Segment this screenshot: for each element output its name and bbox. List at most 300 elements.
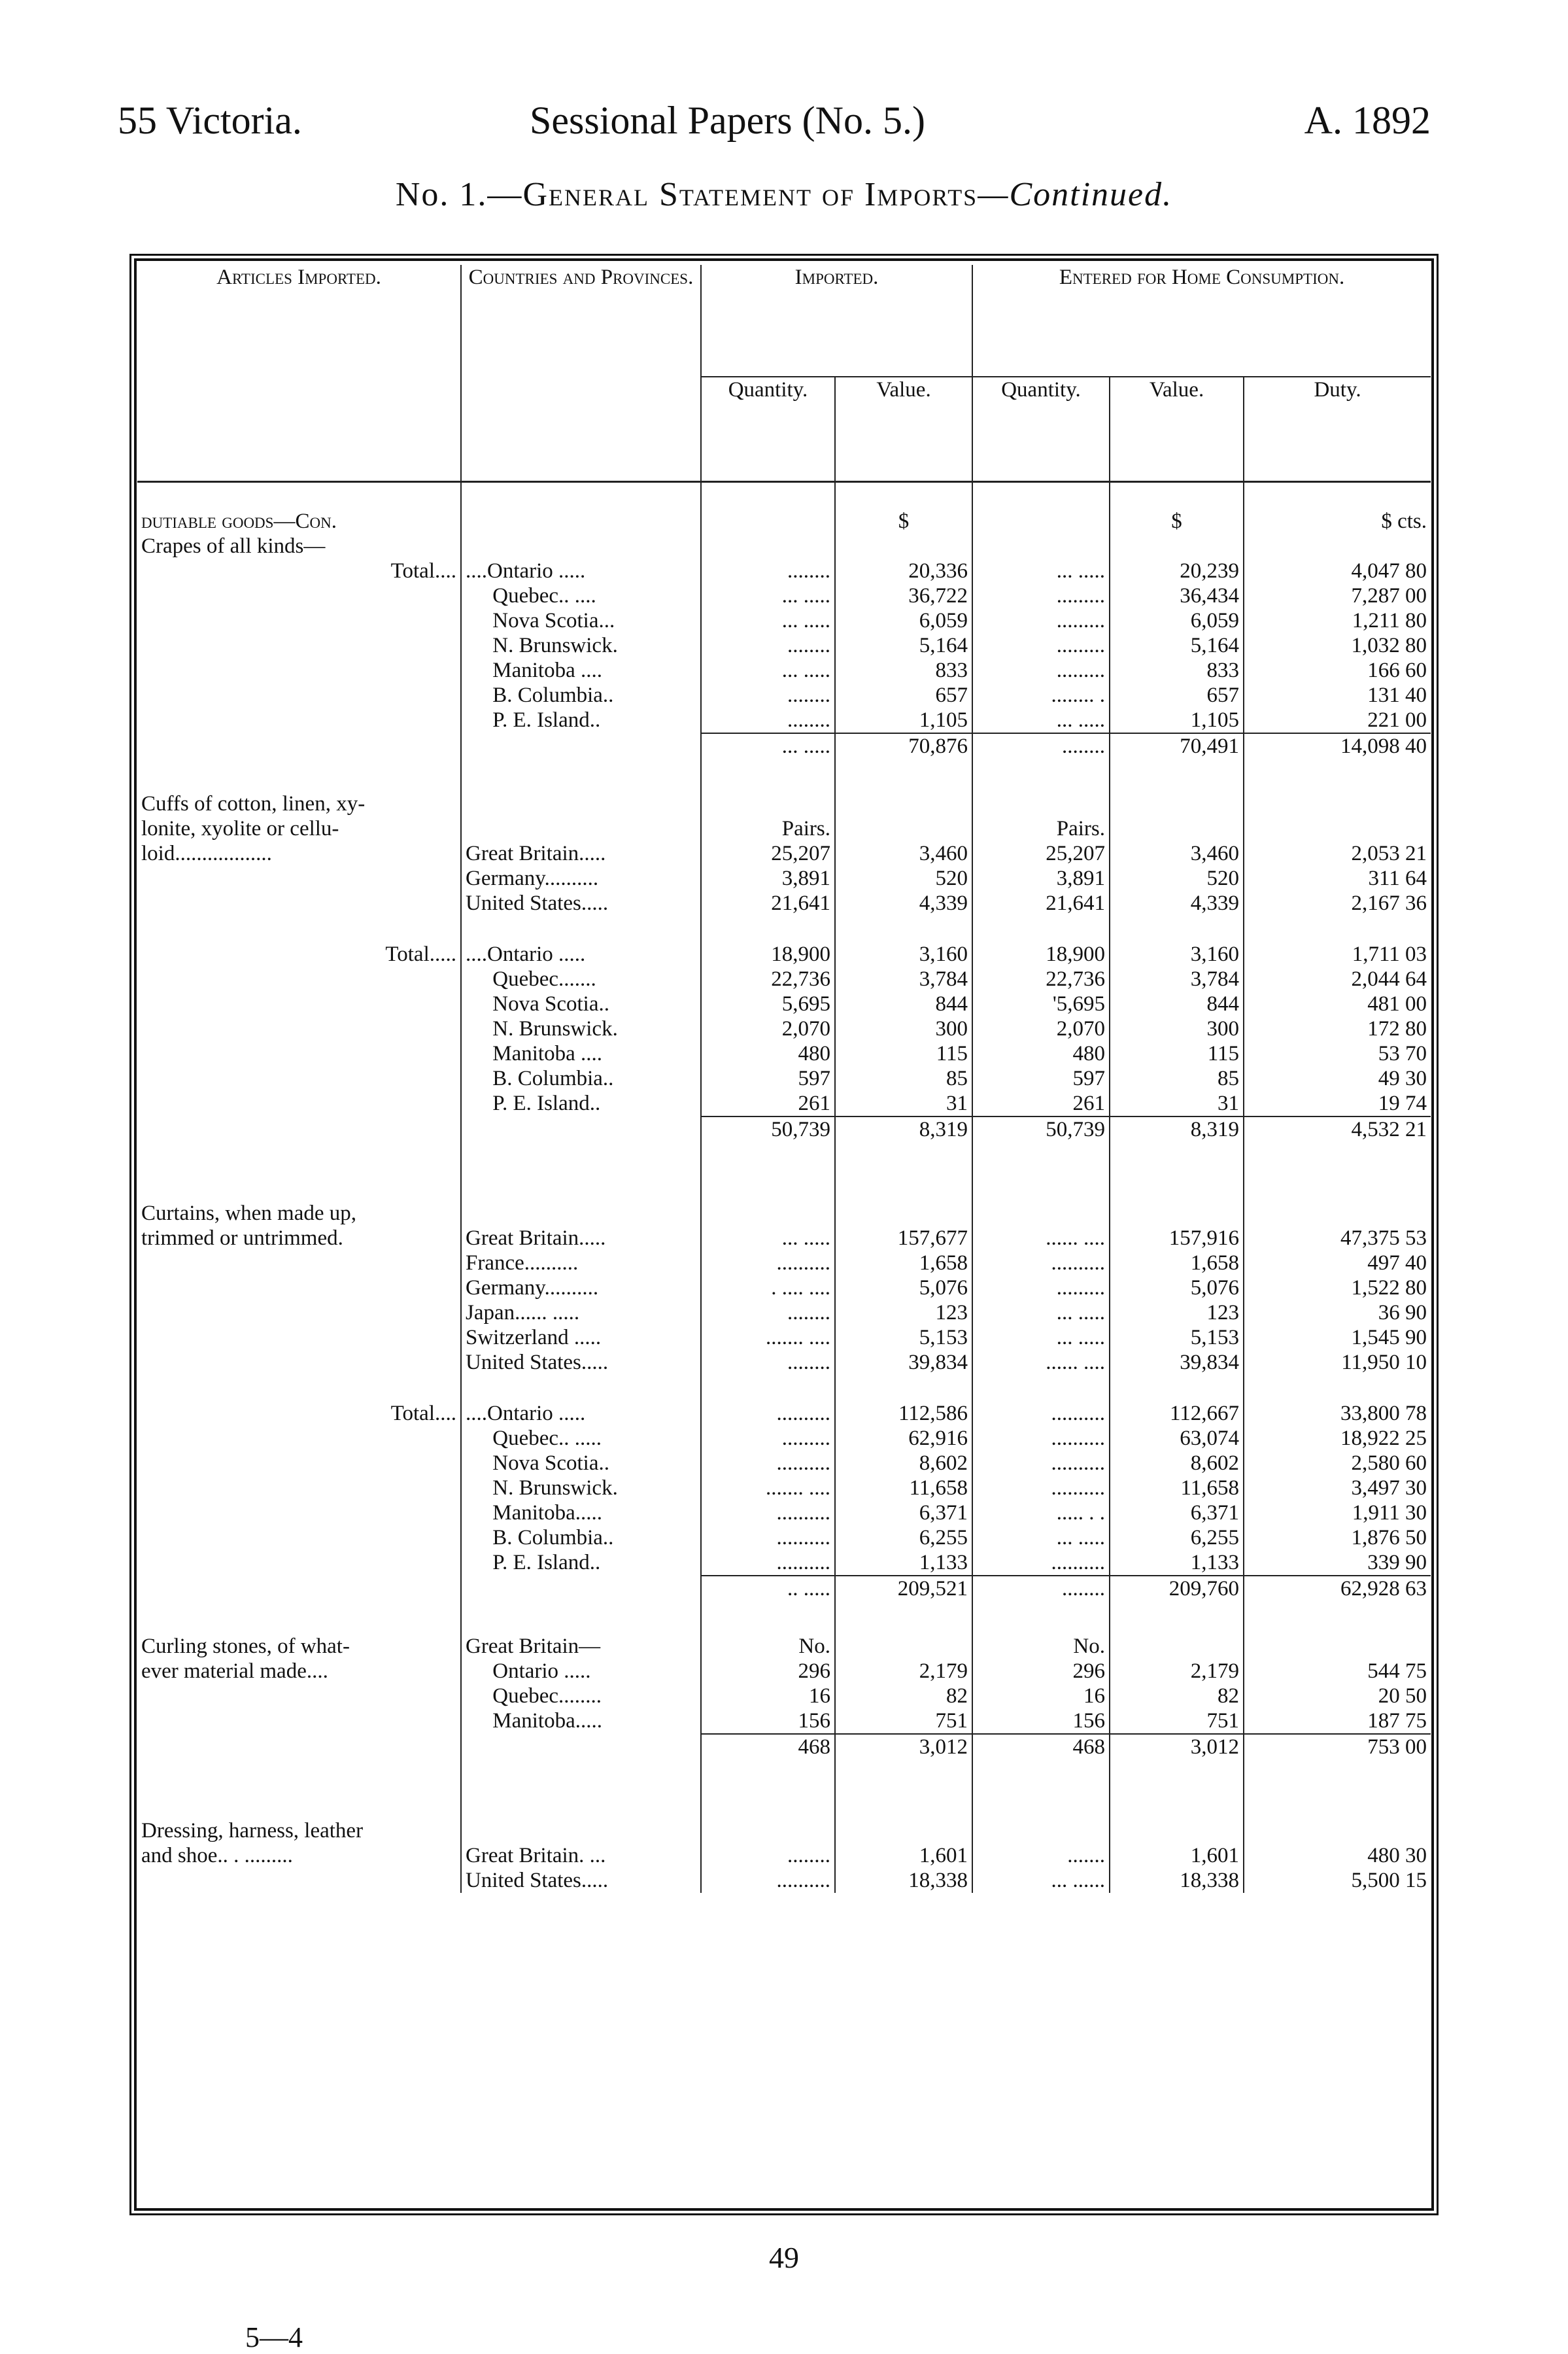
value-2-cell: 5,164 bbox=[1110, 633, 1244, 658]
duty-cell: 4,532 21 bbox=[1244, 1116, 1431, 1175]
quantity-cell: ... ..... bbox=[701, 608, 835, 633]
value-2-cell: 833 bbox=[1110, 658, 1244, 683]
quantity-2-cell: No. 296 bbox=[972, 1634, 1110, 1684]
table-row bbox=[137, 942, 1431, 967]
total-row bbox=[137, 1576, 1431, 1634]
value-2-cell: 157,916 bbox=[1110, 1201, 1244, 1251]
value-cell: 11,658 bbox=[835, 1476, 972, 1500]
quantity-cell: 261 bbox=[701, 1091, 835, 1116]
country-cell: United States..... bbox=[461, 1868, 701, 1893]
page-number: 49 bbox=[769, 2241, 799, 2274]
quantity-cell: ....... .... bbox=[701, 1476, 835, 1500]
country-cell: Germany.......... bbox=[461, 866, 701, 891]
total-row bbox=[137, 1734, 1431, 1792]
quantity-cell: No. 296 bbox=[701, 1634, 835, 1684]
table-row bbox=[137, 1066, 1431, 1091]
quantity-2-cell: .......... bbox=[972, 1401, 1110, 1426]
duty-cell: 131 40 bbox=[1367, 684, 1427, 707]
article-cell bbox=[137, 1016, 461, 1041]
country-cell: N. Brunswick. bbox=[461, 633, 701, 658]
duty-cell: 18,922 25 bbox=[1340, 1427, 1427, 1450]
quantity-cell: .......... bbox=[701, 1550, 835, 1576]
spacer-row bbox=[137, 1792, 1431, 1818]
article-cell bbox=[137, 1251, 461, 1275]
value-cell: 70,876 bbox=[835, 733, 972, 791]
article-cell: Total.... bbox=[137, 559, 461, 583]
article-cell bbox=[137, 608, 461, 633]
duty-cell: 753 00 bbox=[1244, 1734, 1431, 1792]
value-cell: 3,012 bbox=[835, 1734, 972, 1792]
quantity-2-cell: 597 bbox=[972, 1066, 1110, 1091]
table-row bbox=[137, 1634, 1431, 1684]
table-row bbox=[137, 1525, 1431, 1550]
value-cell: 36,722 bbox=[835, 583, 972, 608]
quantity-2-cell: 468 bbox=[972, 1734, 1110, 1792]
value-cell bbox=[835, 534, 972, 559]
duty-cell: 311 64 bbox=[1368, 867, 1427, 890]
country-cell: Quebec....... bbox=[461, 967, 701, 992]
quantity-2-cell: '5,695 bbox=[972, 992, 1110, 1016]
quantity-cell: .......... bbox=[701, 1868, 835, 1893]
table-row bbox=[137, 1201, 1431, 1251]
country-cell: Great Britain. ... bbox=[461, 1818, 701, 1868]
table-row bbox=[137, 658, 1431, 683]
col-value: Value. bbox=[835, 377, 972, 482]
value-cell: 3,784 bbox=[835, 967, 972, 992]
quantity-cell: ... ..... bbox=[701, 1201, 835, 1251]
title-prefix: No. 1.— bbox=[395, 176, 523, 213]
value-cell: 31 bbox=[835, 1091, 972, 1116]
article-cell: Total.... bbox=[137, 1401, 461, 1426]
value-2-cell: 123 bbox=[1110, 1300, 1244, 1325]
value-cell: 39,834 bbox=[835, 1350, 972, 1375]
quantity-cell: 3,891 bbox=[701, 866, 835, 891]
duty-cell: 47,375 53 bbox=[1340, 1226, 1427, 1250]
quantity-cell: ........ bbox=[701, 683, 835, 708]
article-cell bbox=[137, 1525, 461, 1550]
duty-cell: 166 60 bbox=[1367, 659, 1427, 682]
quantity-2-cell: ... ..... bbox=[972, 1300, 1110, 1325]
value-cell: 18,338 bbox=[835, 1868, 972, 1893]
value-2-cell: 1,601 bbox=[1110, 1818, 1244, 1868]
value-cell: 833 bbox=[835, 658, 972, 683]
duty-cell: 2,580 60 bbox=[1351, 1451, 1427, 1475]
quantity-2-cell bbox=[972, 534, 1110, 559]
country-cell: Manitoba..... bbox=[461, 1500, 701, 1525]
article-cell bbox=[137, 1041, 461, 1066]
quantity-cell: ........ bbox=[701, 1818, 835, 1868]
value-cell: 6,255 bbox=[835, 1525, 972, 1550]
duty-cell: 53 70 bbox=[1378, 1042, 1427, 1065]
duty-cell: 4,047 80 bbox=[1351, 559, 1427, 583]
quantity-2-cell: 480 bbox=[972, 1041, 1110, 1066]
value-2-cell: 8,319 bbox=[1110, 1116, 1244, 1175]
article-cell bbox=[137, 992, 461, 1016]
table-row bbox=[137, 683, 1431, 708]
country-cell: Great Britain— Ontario ..... bbox=[461, 1634, 701, 1684]
quantity-2-cell: .......... bbox=[972, 1426, 1110, 1451]
value-cell: 8,602 bbox=[835, 1451, 972, 1476]
imports-table bbox=[137, 265, 1431, 1893]
article-cell bbox=[137, 1426, 461, 1451]
table-row bbox=[137, 708, 1431, 733]
quantity-2-cell: ...... .... bbox=[972, 1350, 1110, 1375]
table-row bbox=[137, 608, 1431, 633]
quantity-cell: ........ bbox=[701, 1350, 835, 1375]
quantity-2-cell: 156 bbox=[972, 1708, 1110, 1734]
quantity-cell: Pairs. 25,207 bbox=[701, 791, 835, 866]
value-cell: 85 bbox=[835, 1066, 972, 1091]
table-row bbox=[137, 967, 1431, 992]
quantity-2-cell: ... ...... bbox=[972, 1868, 1110, 1893]
table-row bbox=[137, 1275, 1431, 1300]
value-2-cell: 300 bbox=[1110, 1016, 1244, 1041]
value-cell: 844 bbox=[835, 992, 972, 1016]
duty-cell: 1,876 50 bbox=[1351, 1526, 1427, 1549]
col-imported: Imported. bbox=[701, 265, 972, 377]
total-row bbox=[137, 1116, 1431, 1175]
duty-cell: 11,950 10 bbox=[1341, 1351, 1427, 1374]
value-2-cell: 3,012 bbox=[1110, 1734, 1244, 1792]
duty-cell: 480 30 bbox=[1367, 1844, 1427, 1867]
value-2-cell: 4,339 bbox=[1110, 891, 1244, 916]
quantity-cell: 16 bbox=[701, 1684, 835, 1708]
table-row bbox=[137, 1500, 1431, 1525]
quantity-cell: .......... bbox=[701, 1525, 835, 1550]
spacer-row bbox=[137, 1175, 1431, 1201]
quantity-cell bbox=[701, 534, 835, 559]
duty-cell: 1,545 90 bbox=[1351, 1326, 1427, 1349]
table-row bbox=[137, 1818, 1431, 1868]
table-row bbox=[137, 791, 1431, 866]
quantity-cell: 468 bbox=[701, 1734, 835, 1792]
duty-cell: 1,711 03 bbox=[1352, 943, 1427, 966]
value-cell: 112,586 bbox=[835, 1401, 972, 1426]
country-cell: United States..... bbox=[461, 1350, 701, 1375]
header-right: A. 1892 bbox=[1304, 99, 1431, 142]
header-left: 55 Victoria. bbox=[118, 99, 302, 142]
col-entered: Entered for Home Consumption. bbox=[972, 265, 1431, 377]
country-cell: Quebec.. .... bbox=[461, 583, 701, 608]
value-2-cell: 20,239 bbox=[1110, 559, 1244, 583]
country-cell: Manitoba..... bbox=[461, 1708, 701, 1734]
duty-cell: 33,800 78 bbox=[1340, 1402, 1427, 1425]
col-quantity-2: Quantity. bbox=[972, 377, 1110, 482]
article-cell bbox=[137, 583, 461, 608]
article-cell: Cuffs of cotton, linen, xy- lonite, xyolite or cellu- loid.................. bbox=[137, 791, 461, 866]
col-countries: Countries and Provinces. bbox=[461, 265, 701, 482]
table-row bbox=[137, 866, 1431, 891]
col-quantity: Quantity. bbox=[701, 377, 835, 482]
quantity-2-cell: .......... bbox=[972, 1550, 1110, 1576]
value-2-cell: 6,371 bbox=[1110, 1500, 1244, 1525]
quantity-2-cell: ..... . . bbox=[972, 1500, 1110, 1525]
country-cell: N. Brunswick. bbox=[461, 1476, 701, 1500]
article-cell bbox=[137, 1868, 461, 1893]
value-2-cell: 1,133 bbox=[1110, 1550, 1244, 1576]
value-2-cell: 2,179 bbox=[1110, 1634, 1244, 1684]
header-center: Sessional Papers (No. 5.) bbox=[530, 99, 925, 142]
quantity-cell: 18,900 bbox=[701, 942, 835, 967]
duty-cell: 172 80 bbox=[1367, 1017, 1427, 1041]
unit-duty: $ cts. bbox=[1381, 510, 1427, 533]
duty-cell: 19 74 bbox=[1378, 1092, 1427, 1115]
units-row bbox=[137, 483, 1431, 534]
article-cell bbox=[137, 708, 461, 733]
quantity-cell: .......... bbox=[701, 1401, 835, 1426]
value-2-cell bbox=[1110, 534, 1244, 559]
value-2-cell: 6,255 bbox=[1110, 1525, 1244, 1550]
quantity-cell: 5,695 bbox=[701, 992, 835, 1016]
article-cell bbox=[137, 967, 461, 992]
article-cell bbox=[137, 633, 461, 658]
value-2-cell: 11,658 bbox=[1110, 1476, 1244, 1500]
quantity-cell: 156 bbox=[701, 1708, 835, 1734]
quantity-cell: .......... bbox=[701, 1251, 835, 1275]
header-row-top bbox=[137, 265, 1431, 377]
quantity-2-cell: 3,891 bbox=[972, 866, 1110, 891]
value-2-cell: 5,153 bbox=[1110, 1325, 1244, 1350]
quantity-2-cell: ........ bbox=[972, 1576, 1110, 1634]
value-2-cell: 1,105 bbox=[1110, 708, 1244, 733]
quantity-cell: 2,070 bbox=[701, 1016, 835, 1041]
table-row bbox=[137, 1016, 1431, 1041]
quantity-cell: .. ..... bbox=[701, 1576, 835, 1634]
value-2-cell: 115 bbox=[1110, 1041, 1244, 1066]
value-cell: 3,160 bbox=[835, 942, 972, 967]
quantity-2-cell: .......... bbox=[972, 1251, 1110, 1275]
duty-cell: 36 90 bbox=[1378, 1301, 1427, 1324]
table-row bbox=[137, 1325, 1431, 1350]
value-2-cell: 36,434 bbox=[1110, 583, 1244, 608]
col-value-2: Value. bbox=[1110, 377, 1244, 482]
article-cell bbox=[137, 1350, 461, 1375]
country-cell: P. E. Island.. bbox=[461, 708, 701, 733]
quantity-2-cell: Pairs. 25,207 bbox=[972, 791, 1110, 866]
quantity-2-cell: ... ..... bbox=[972, 708, 1110, 733]
article-cell bbox=[137, 1300, 461, 1325]
value-2-cell: 3,460 bbox=[1110, 791, 1244, 866]
value-cell: 1,658 bbox=[835, 1251, 972, 1275]
country-cell: B. Columbia.. bbox=[461, 1066, 701, 1091]
table-row bbox=[137, 1684, 1431, 1708]
value-2-cell: 82 bbox=[1110, 1684, 1244, 1708]
article-cell bbox=[137, 1476, 461, 1500]
spacer-row bbox=[137, 1375, 1431, 1401]
country-cell: Quebec........ bbox=[461, 1684, 701, 1708]
country-cell: ....Ontario ..... bbox=[461, 942, 701, 967]
value-cell: 2,179 bbox=[835, 1634, 972, 1684]
value-2-cell: 751 bbox=[1110, 1708, 1244, 1734]
value-cell: 1,133 bbox=[835, 1550, 972, 1576]
country-cell: France.......... bbox=[461, 1251, 701, 1275]
duty-cell: 187 75 bbox=[1367, 1709, 1427, 1733]
country-cell: Manitoba .... bbox=[461, 1041, 701, 1066]
value-2-cell: 844 bbox=[1110, 992, 1244, 1016]
country-cell: Quebec.. ..... bbox=[461, 1426, 701, 1451]
quantity-2-cell: 50,739 bbox=[972, 1116, 1110, 1175]
table-row bbox=[137, 1041, 1431, 1066]
article-cell bbox=[137, 1500, 461, 1525]
value-cell: 209,521 bbox=[835, 1576, 972, 1634]
quantity-2-cell: 22,736 bbox=[972, 967, 1110, 992]
quantity-cell: ... ..... bbox=[701, 658, 835, 683]
quantity-2-cell: ....... bbox=[972, 1818, 1110, 1868]
quantity-2-cell: ......... bbox=[972, 1275, 1110, 1300]
value-cell: 657 bbox=[835, 683, 972, 708]
quantity-cell: ... ..... bbox=[701, 583, 835, 608]
quantity-2-cell: ... ..... bbox=[972, 1525, 1110, 1550]
duty-cell: 1,911 30 bbox=[1352, 1501, 1427, 1525]
value-2-cell: 1,658 bbox=[1110, 1251, 1244, 1275]
duty-cell: 481 00 bbox=[1367, 992, 1427, 1016]
article-cell: Dressing, harness, leather and shoe.. . ......... bbox=[137, 1818, 461, 1868]
duty-cell: 221 00 bbox=[1367, 708, 1427, 732]
duty-cell: 339 90 bbox=[1367, 1551, 1427, 1574]
value-2-cell: 63,074 bbox=[1110, 1426, 1244, 1451]
table-row bbox=[137, 1091, 1431, 1116]
value-cell: 3,460 bbox=[835, 791, 972, 866]
quantity-cell: 50,739 bbox=[701, 1116, 835, 1175]
country-cell: Great Britain..... bbox=[461, 791, 701, 866]
value-cell: 5,076 bbox=[835, 1275, 972, 1300]
duty-cell: 49 30 bbox=[1378, 1067, 1427, 1090]
table-row bbox=[137, 1451, 1431, 1476]
spacer-row bbox=[137, 916, 1431, 942]
country-cell bbox=[461, 534, 701, 559]
col-duty: Duty. bbox=[1314, 378, 1361, 402]
article-cell bbox=[137, 1684, 461, 1708]
value-2-cell: 6,059 bbox=[1110, 608, 1244, 633]
country-cell: N. Brunswick. bbox=[461, 1016, 701, 1041]
value-2-cell: 520 bbox=[1110, 866, 1244, 891]
country-cell: Manitoba .... bbox=[461, 658, 701, 683]
quantity-2-cell: ........ . bbox=[972, 683, 1110, 708]
article-cell bbox=[137, 1091, 461, 1116]
quantity-cell: ........ bbox=[701, 559, 835, 583]
title-suffix: —Continued. bbox=[978, 176, 1173, 213]
article-cell bbox=[137, 1708, 461, 1734]
quantity-2-cell: 261 bbox=[972, 1091, 1110, 1116]
article-cell bbox=[137, 1451, 461, 1476]
table-row bbox=[137, 559, 1431, 583]
quantity-2-cell: ......... bbox=[972, 633, 1110, 658]
value-cell: 115 bbox=[835, 1041, 972, 1066]
country-cell: Nova Scotia.. bbox=[461, 1451, 701, 1476]
value-2-cell: 31 bbox=[1110, 1091, 1244, 1116]
quantity-2-cell: 18,900 bbox=[972, 942, 1110, 967]
duty-cell: 62,928 63 bbox=[1244, 1576, 1431, 1634]
table-row bbox=[137, 633, 1431, 658]
duty-cell bbox=[1244, 534, 1431, 559]
quantity-2-cell: ......... bbox=[972, 583, 1110, 608]
quantity-cell: ........ bbox=[701, 633, 835, 658]
country-cell: ....Ontario ..... bbox=[461, 1401, 701, 1426]
country-cell: Nova Scotia... bbox=[461, 608, 701, 633]
quantity-cell: .......... bbox=[701, 1500, 835, 1525]
country-cell: B. Columbia.. bbox=[461, 683, 701, 708]
quantity-cell: 21,641 bbox=[701, 891, 835, 916]
table-row bbox=[137, 534, 1431, 559]
value-cell: 5,153 bbox=[835, 1325, 972, 1350]
article-cell bbox=[137, 891, 461, 916]
col-articles: Articles Imported. bbox=[137, 265, 461, 482]
table-row bbox=[137, 583, 1431, 608]
value-cell: 4,339 bbox=[835, 891, 972, 916]
quantity-2-cell: .......... bbox=[972, 1476, 1110, 1500]
duty-cell: 2,044 64 bbox=[1351, 967, 1427, 991]
value-2-cell: 112,667 bbox=[1110, 1401, 1244, 1426]
quantity-2-cell: ... ..... bbox=[972, 559, 1110, 583]
article-cell: Crapes of all kinds— bbox=[137, 534, 461, 559]
country-cell: Nova Scotia.. bbox=[461, 992, 701, 1016]
value-cell: 6,371 bbox=[835, 1500, 972, 1525]
duty-cell: 544 75 bbox=[1367, 1659, 1427, 1683]
table-row bbox=[137, 1350, 1431, 1375]
value-cell: 82 bbox=[835, 1684, 972, 1708]
table-row bbox=[137, 1476, 1431, 1500]
country-cell: Switzerland ..... bbox=[461, 1325, 701, 1350]
country-cell: Japan...... ..... bbox=[461, 1300, 701, 1325]
table-row bbox=[137, 1868, 1431, 1893]
quantity-2-cell: ......... bbox=[972, 658, 1110, 683]
title-main: General Statement of Imports bbox=[522, 176, 978, 213]
value-2-cell: 657 bbox=[1110, 683, 1244, 708]
quantity-2-cell: ... ..... bbox=[972, 1325, 1110, 1350]
value-2-cell: 3,784 bbox=[1110, 967, 1244, 992]
article-cell bbox=[137, 1550, 461, 1576]
value-2-cell: 18,338 bbox=[1110, 1868, 1244, 1893]
value-2-cell: 85 bbox=[1110, 1066, 1244, 1091]
quantity-2-cell: 21,641 bbox=[972, 891, 1110, 916]
unit-value: $ bbox=[835, 483, 972, 534]
duty-cell: 14,098 40 bbox=[1244, 733, 1431, 791]
article-cell bbox=[137, 683, 461, 708]
table-row bbox=[137, 1426, 1431, 1451]
article-cell: Curling stones, of what- ever material made.... bbox=[137, 1634, 461, 1684]
table-row bbox=[137, 1550, 1431, 1576]
value-2-cell: 209,760 bbox=[1110, 1576, 1244, 1634]
quantity-2-cell: .......... bbox=[972, 1451, 1110, 1476]
quantity-cell: . .... .... bbox=[701, 1275, 835, 1300]
article-cell bbox=[137, 1325, 461, 1350]
value-cell: 1,601 bbox=[835, 1818, 972, 1868]
country-cell: United States..... bbox=[461, 891, 701, 916]
quantity-cell: ....... .... bbox=[701, 1325, 835, 1350]
article-cell bbox=[137, 1066, 461, 1091]
country-cell: Germany.......... bbox=[461, 1275, 701, 1300]
quantity-2-cell: ...... .... bbox=[972, 1201, 1110, 1251]
value-cell: 1,105 bbox=[835, 708, 972, 733]
value-cell: 520 bbox=[835, 866, 972, 891]
value-cell: 5,164 bbox=[835, 633, 972, 658]
duty-cell: 1,522 80 bbox=[1351, 1276, 1427, 1300]
value-cell: 300 bbox=[835, 1016, 972, 1041]
unit-value-2: $ bbox=[1110, 483, 1244, 534]
value-cell: 751 bbox=[835, 1708, 972, 1734]
table-row bbox=[137, 1251, 1431, 1275]
duty-cell: 2,053 21 bbox=[1351, 842, 1427, 865]
quantity-cell: 22,736 bbox=[701, 967, 835, 992]
country-cell: ....Ontario ..... bbox=[461, 559, 701, 583]
quantity-cell: 480 bbox=[701, 1041, 835, 1066]
table-row bbox=[137, 891, 1431, 916]
country-cell: B. Columbia.. bbox=[461, 1525, 701, 1550]
value-cell: 8,319 bbox=[835, 1116, 972, 1175]
duty-cell: 2,167 36 bbox=[1351, 891, 1427, 915]
article-cell bbox=[137, 658, 461, 683]
value-cell: 157,677 bbox=[835, 1201, 972, 1251]
